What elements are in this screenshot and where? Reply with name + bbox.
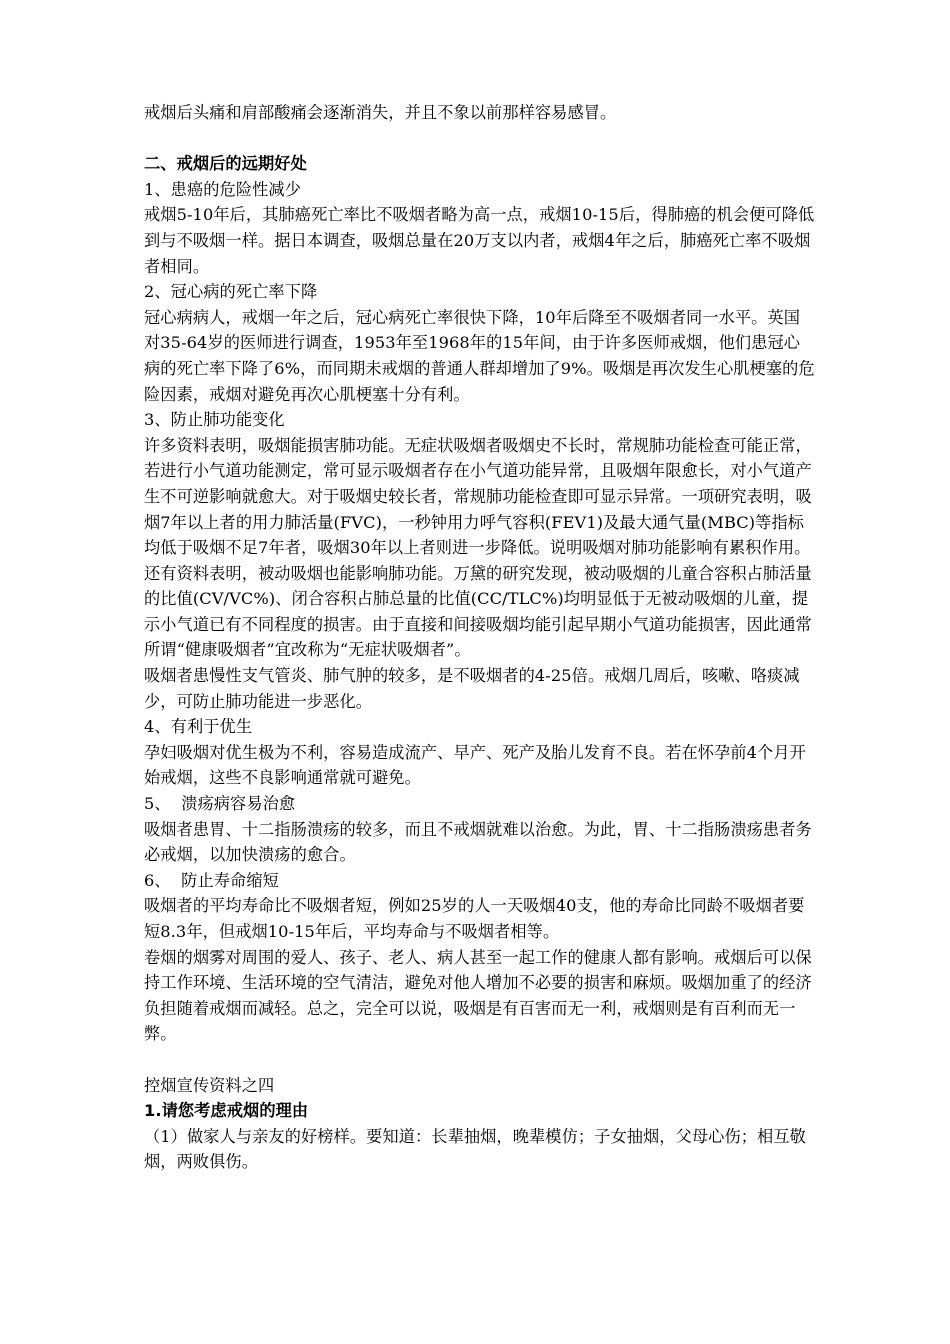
item-paragraph: 冠心病病人，戒烟一年之后，冠心病死亡率很快下降，10年后降至不吸烟者同一水平。英国对35-64岁的医师进行调查，1953年至1968年的15年间，由于许多医师戒烟，他们患冠心病的死亡率下降了6%，而同期未戒烟的普通人群却增加了9%。吸烟是再次发生心肌梗塞的危险因素，戒烟对避免再次心肌梗塞十分有利。 xyxy=(144,307,815,404)
item-heading: 3、防止肺功能变化 xyxy=(144,410,285,430)
item-heading: 5、 溃疡病容易治愈 xyxy=(144,794,296,814)
item-paragraph: 孕妇吸烟对优生极为不利，容易造成流产、早产、死产及胎儿发育不良。若在怀孕前4个月开始戒烟，这些不良影响通常就可避免。 xyxy=(144,742,806,788)
document-page xyxy=(144,100,816,1175)
item-heading: 2、冠心病的死亡率下降 xyxy=(144,282,318,302)
reasons-heading: 1.请您考虑戒烟的理由 xyxy=(144,1101,309,1121)
item-heading: 6、 防止寿命缩短 xyxy=(144,870,279,890)
material-title: 控烟宣传资料之四 xyxy=(144,1075,275,1095)
spacer xyxy=(144,1047,816,1073)
section-heading: 二、戒烟后的远期好处 xyxy=(144,154,307,174)
item-paragraph: 吸烟者患胃、十二指肠溃疡的较多，而且不戒烟就难以治愈。为此，胃、十二指肠溃疡患者务必戒烟，以加快溃疡的愈合。 xyxy=(144,819,812,865)
item-paragraph: 许多资料表明，吸烟能损害肺功能。无症状吸烟者吸烟史不长时，常规肺功能检查可能正常，若进行小气道功能测定，常可显示吸烟者存在小气道功能异常，且吸烟年限愈长，对小气道产生不可逆影响就愈大。对于吸烟史较长者，常规肺功能检查即可显示异常。一项研究表明，吸烟7年以上者的用力肺活量(FVC)，一秒钟用力呼气容积(FEV1)及最大通气量(MBC)等指标均低于吸烟不足7年者，吸烟30年以上者则进一步降低。说明吸烟对肺功能影响有累积作用。还有资料表明，被动吸烟也能影响肺功能。万黛的研究发现，被动吸烟的儿童合容积占肺活量的比值(CV/VC%)、闭合容积占肺总量的比值(CC/TLC%)均明显低于无被动吸烟的儿童，提示小气道已有不同程度的损害。由于直接和间接吸烟均能引起早期小气道功能损害，因此通常所谓“健康吸烟者”宜改称为“无症状吸烟者”。 xyxy=(144,435,812,660)
spacer xyxy=(144,126,816,152)
item-paragraph: 戒烟5-10年后，其肺癌死亡率比不吸烟者略为高一点，戒烟10-15后，得肺癌的机会便可降低到与不吸烟一样。据日本调查，吸烟总量在20万支以内者，戒烟4年之后，肺癌死亡率不吸烟者相同。 xyxy=(144,205,815,276)
reason-paragraph: （1）做家人与亲友的好榜样。要知道：长辈抽烟，晚辈模仿；子女抽烟，父母心伤；相互敬烟，两败俱伤。 xyxy=(144,1126,806,1172)
item-heading: 1、患癌的危险性减少 xyxy=(144,179,301,199)
item-paragraph: 吸烟者患慢性支气管炎、肺气肿的较多，是不吸烟者的4-25倍。戒烟几周后，咳嗽、咯痰减少，可防止肺功能进一步恶化。 xyxy=(144,666,800,711)
item-heading: 4、有利于优生 xyxy=(144,717,253,737)
intro-paragraph: 戒烟后头痛和肩部酸痛会逐渐消失，并且不象以前那样容易感冒。 xyxy=(144,103,617,122)
item-paragraph: 卷烟的烟雾对周围的爱人、孩子、老人、病人甚至一起工作的健康人都有影响。戒烟后可以保持工作环境、生活环境的空气清洁，避免对他人增加不必要的损害和麻烦。吸烟加重了的经济负担随着戒烟而减轻。总之，完全可以说，吸烟是有百害而无一利，戒烟则是有百利而无一弊。 xyxy=(144,947,812,1044)
item-paragraph: 吸烟者的平均寿命比不吸烟者短，例如25岁的人一天吸烟40支，他的寿命比同龄不吸烟者要短8.3年，但戒烟10-15年后，平均寿命与不吸烟者相等。 xyxy=(144,896,805,941)
